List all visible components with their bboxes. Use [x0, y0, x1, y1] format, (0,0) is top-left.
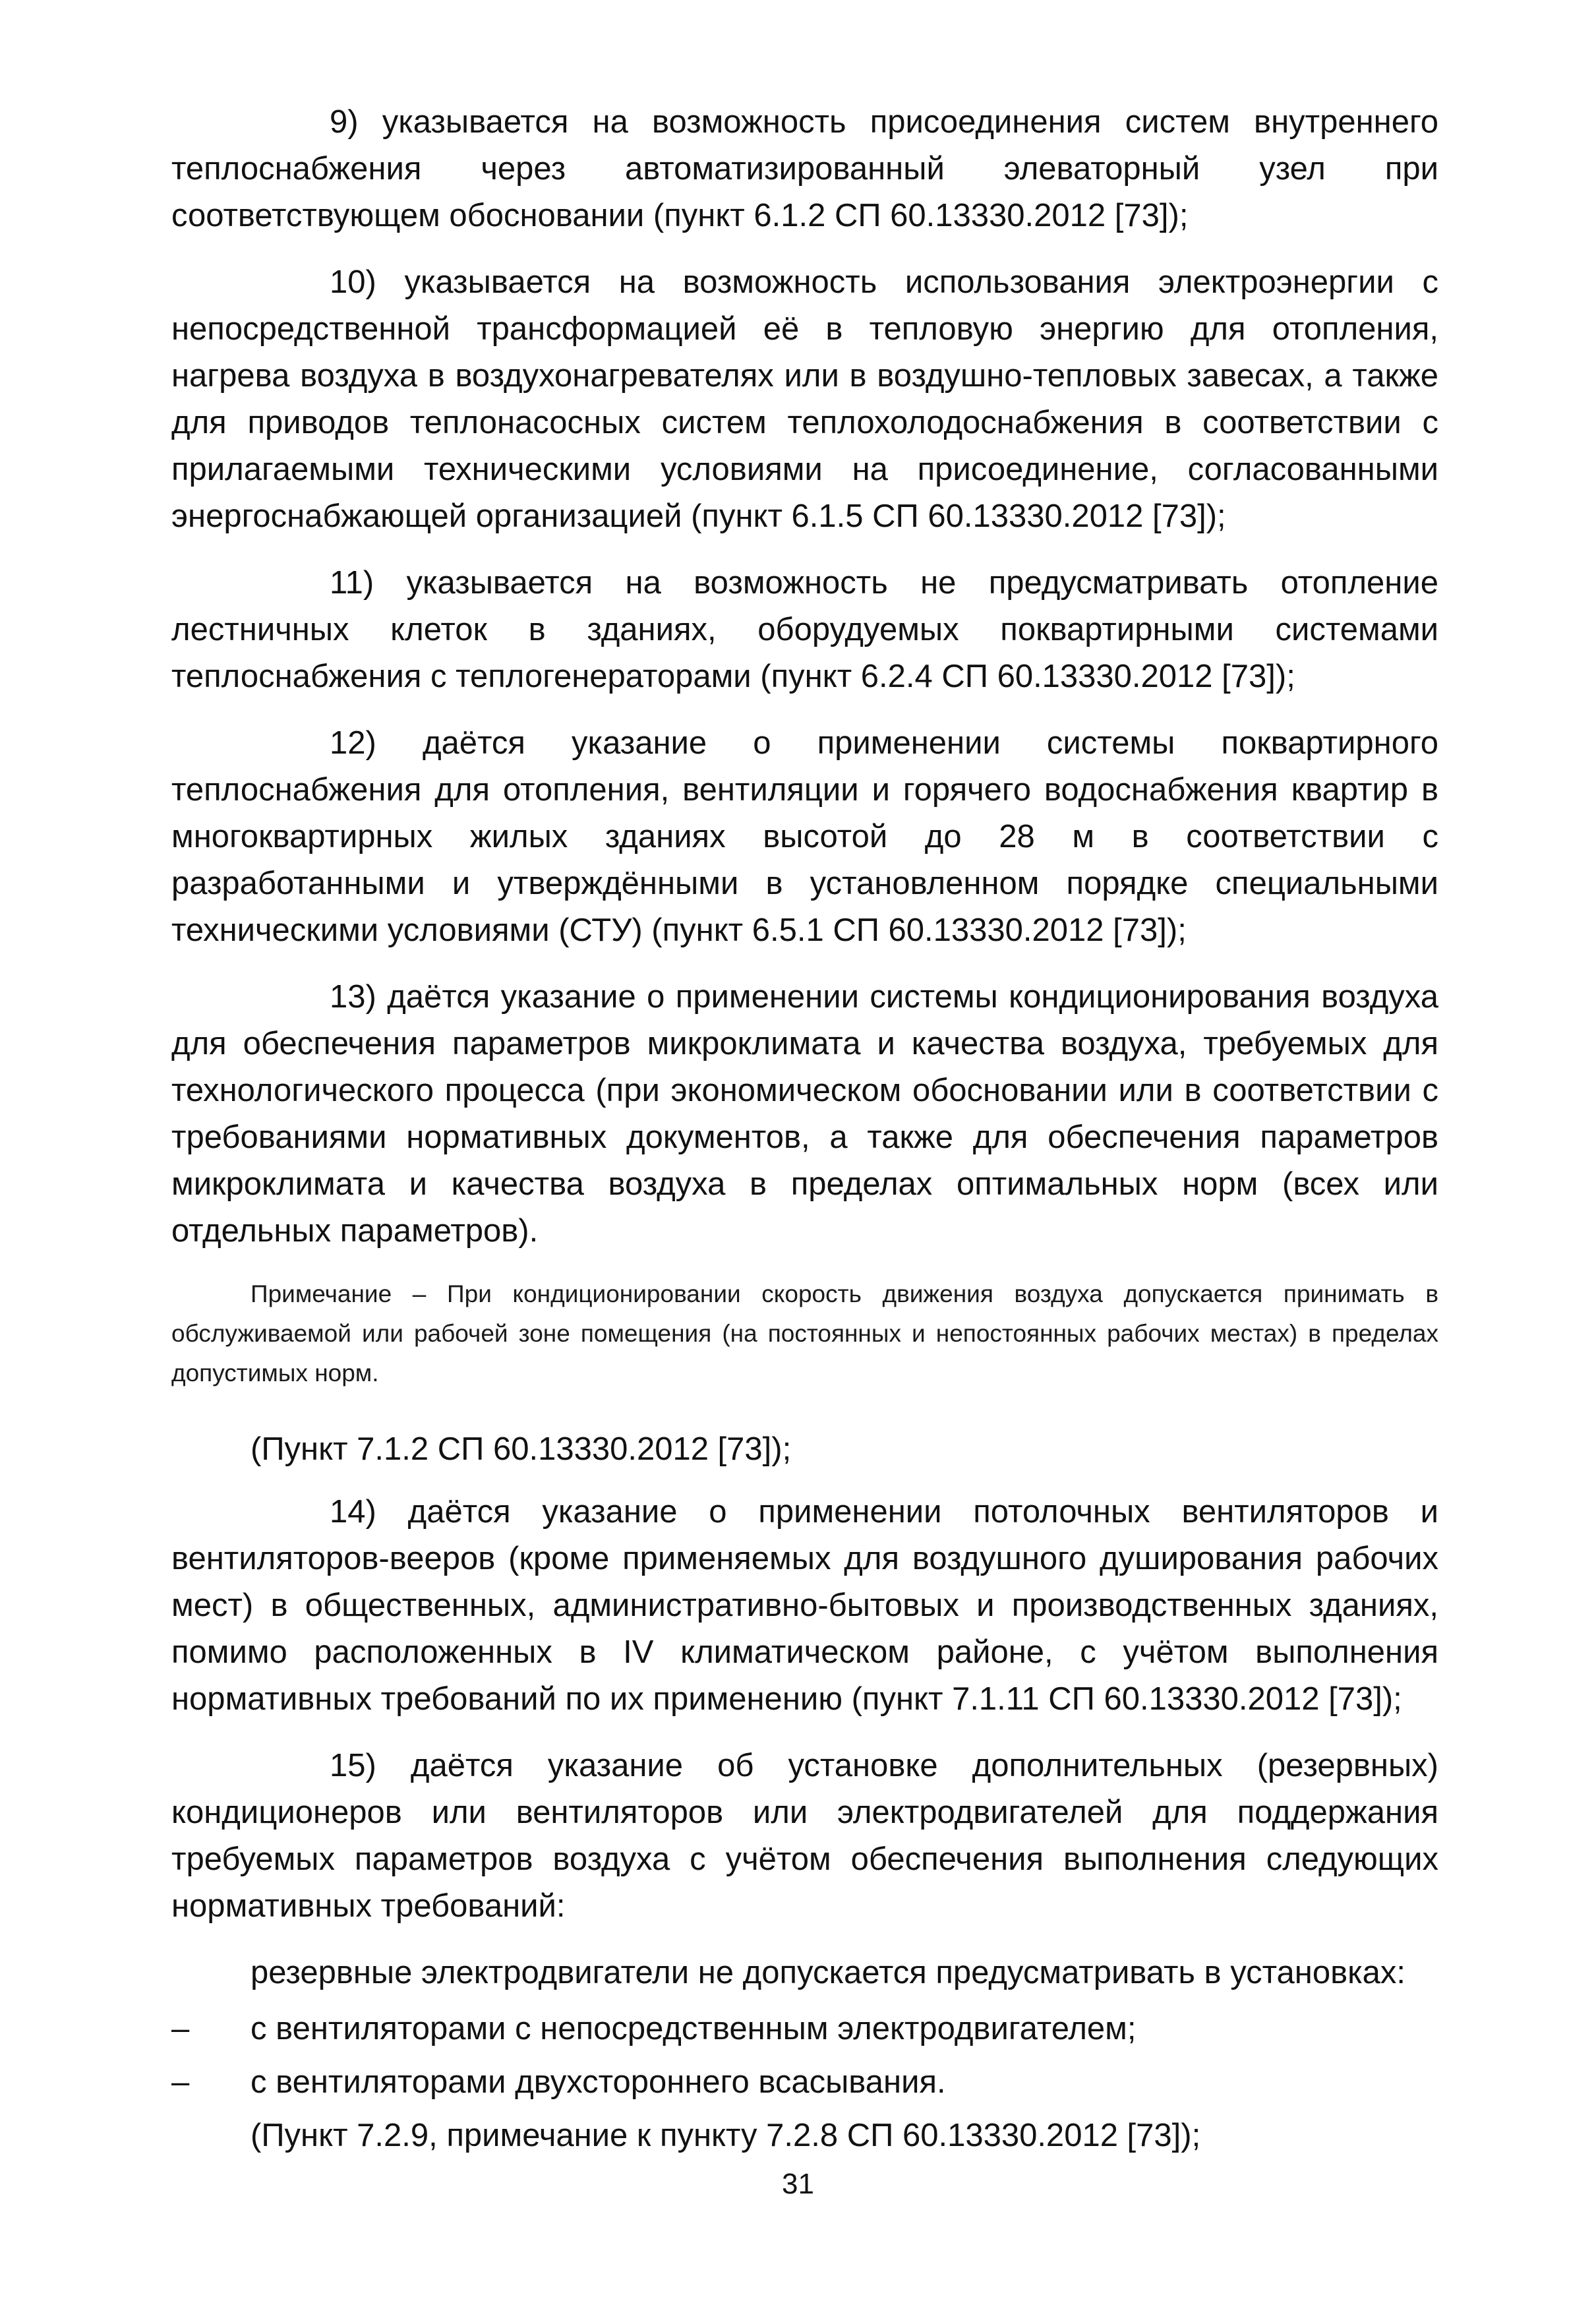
list-item-15 [171, 1743, 1438, 1930]
item-number: 10) [330, 264, 376, 300]
dash-list-item [171, 2006, 1438, 2052]
item-text: даётся указание о применении потолочных вентиляторов и вентиляторов-вееров (кроме применяемых для воздушного душирования рабочих мест) в общественных, административно-бытовых и производственных зданиях, помимо расположенных в IV климатическом районе, с учётом выполнения нормативных требований по их применению (пункт 7.1.11 СП 60.13330.2012 [73]); [171, 1494, 1438, 1717]
reference-text: (Пункт 7.1.2 СП 60.13330.2012 [73]); [251, 1431, 792, 1467]
item-number: 15) [330, 1748, 376, 1783]
list-item-10 [171, 259, 1438, 540]
reserve-intro: резервные электродвигатели не допускается предусматривать в установках: [251, 1955, 1406, 1990]
reference-text: (Пункт 7.2.9, примечание к пункту 7.2.8 СП 60.13330.2012 [73]); [251, 2118, 1201, 2153]
dash-marker: – [171, 2011, 190, 2046]
dash-item-text: с вентиляторами двухстороннего всасывания. [251, 2064, 946, 2100]
item-text: указывается на возможность использования электроэнергии с непосредственной трансформацией её в тепловую энергию для отопления, нагрева воздуха в воздухонагревателях или в воздушно-тепловых завесах, а также для приводов теплонасосных систем теплохолодоснабжения в соответствии с прилагаемыми техническими условиями на присоединение, согласованными энергоснабжающей организацией (пункт 6.1.5 СП 60.13330.2012 [73]); [171, 264, 1438, 534]
dash-list-item [171, 2059, 1438, 2106]
dash-marker: – [171, 2064, 190, 2100]
item-text: даётся указание о применении системы кондиционирования воздуха для обеспечения параметров микроклимата и качества воздуха, требуемых для технологического процесса (при экономическом обосновании или в соответствии с требованиями нормативных документов, а также для обеспечения параметров микроклимата и качества воздуха в пределах оптимальных норм (всех или отдельных параметров). [171, 979, 1438, 1249]
list-item-9 [171, 99, 1438, 239]
note-text: Примечание – При кондиционировании скорость движения воздуха допускается принимать в обслуживаемой или рабочей зоне помещения (на постоянных и непостоянных рабочих местах) в пределах допустимых норм. [171, 1280, 1438, 1387]
item-number: 12) [330, 725, 376, 761]
item-text: указывается на возможность не предусматривать отопление лестничных клеток в зданиях, оборудуемых поквартирными системами теплоснабжения с теплогенераторами (пункт 6.2.4 СП 60.13330.2012 [73]); [171, 565, 1438, 694]
list-item-11 [171, 560, 1438, 700]
item-number: 11) [330, 565, 374, 601]
document-page [171, 99, 1438, 2168]
item-number: 14) [330, 1494, 376, 1530]
item-number: 13) [330, 979, 376, 1015]
list-item-14 [171, 1489, 1438, 1723]
item-text: указывается на возможность присоединения систем внутреннего теплоснабжения через автоматизированный элеваторный узел при соответствующем обосновании (пункт 6.1.2 СП 60.13330.2012 [73]); [171, 104, 1438, 233]
dash-item-text: с вентиляторами с непосредственным электродвигателем; [251, 2011, 1137, 2046]
list-item-12 [171, 720, 1438, 954]
item-text: даётся указание об установке дополнительных (резервных) кондиционеров или вентиляторов или электродвигателей для поддержания требуемых параметров воздуха с учётом обеспечения выполнения следующих нормативных требований: [171, 1748, 1438, 1924]
page-number: 31 [782, 2168, 814, 2200]
list-item-13 [171, 974, 1438, 1255]
item-text: даётся указание о применении системы поквартирного теплоснабжения для отопления, вентиляции и горячего водоснабжения квартир в многоквартирных жилых зданиях высотой до 28 м в соответствии с разработанными и утверждёнными в установленном порядке специальными техническими условиями (СТУ) (пункт 6.5.1 СП 60.13330.2012 [73]); [171, 725, 1438, 948]
item-number: 9) [330, 104, 359, 140]
